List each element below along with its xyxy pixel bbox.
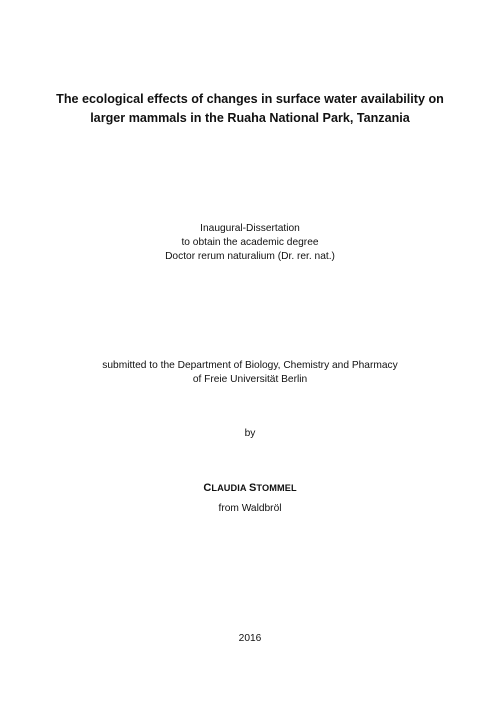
dissertation-title [0,90,500,128]
degree-line-1: Inaugural-Dissertation [200,223,300,234]
author-last-rest: TOMMEL [256,483,297,493]
publication-year: 2016 [238,633,262,644]
submission-line-2: of Freie Universität Berlin [192,374,308,385]
submission-line-1: submitted to the Department of Biology, Chemistry and Pharmacy [102,360,398,371]
submission-statement [0,359,500,387]
by-label: by [244,428,256,439]
author-name [0,482,500,494]
degree-line-3: Doctor rerum naturalium (Dr. rer. nat.) [165,251,335,262]
author-first-rest: LAUDIA [211,483,247,493]
author-origin: from Waldbröl [218,503,282,514]
title-line-2: larger mammals in the Ruaha National Park, Tanzania [90,111,410,125]
author-first-initial: C [203,482,212,494]
title-line-1: The ecological effects of changes in surface water availability on [56,92,444,106]
degree-statement [0,222,500,264]
degree-line-2: to obtain the academic degree [181,237,319,248]
author-last-initial: S [248,482,257,494]
